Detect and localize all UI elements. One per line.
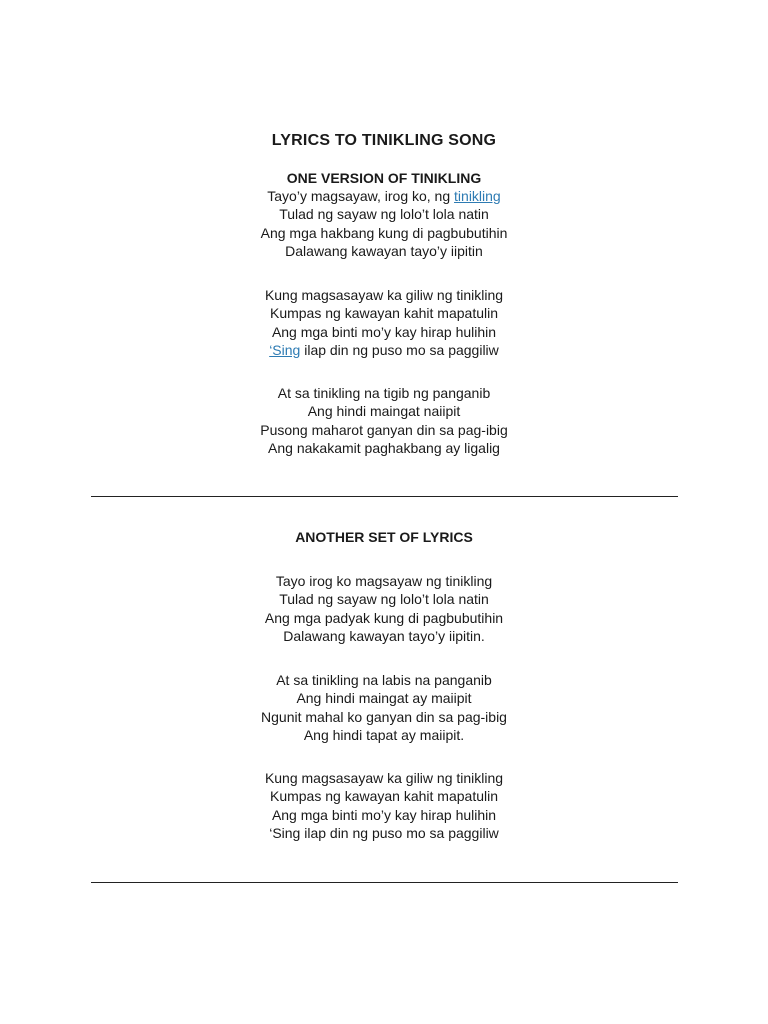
lyric-line: Ang nakakamit paghakbang ay ligalig [268, 439, 500, 456]
lyric-line: Ang hindi maingat ay maiipit [296, 690, 472, 707]
lyric-line: Ang mga binti mo’y kay hirap hulihin [271, 323, 497, 340]
lyric-line: Pusong maharot ganyan din sa pag-ibig [260, 421, 508, 438]
lyric-line: Tayo irog ko magsayaw ng tinikling [275, 573, 493, 589]
lyric-line: Tulad ng sayaw ng lolo’t lola natin [279, 206, 489, 223]
section-heading-another-set: ANOTHER SET OF LYRICS [295, 529, 473, 545]
lyric-line: ‘Sing ilap din ng puso mo sa paggiliw [269, 824, 499, 841]
lyric-line: Kung magsasayaw ka giliw ng tinikling [264, 770, 504, 786]
lyric-line: Kumpas ng kawayan kahit mapatulin [269, 788, 499, 805]
lyric-line: Tulad ng sayaw ng lolo’t lola natin [279, 591, 489, 608]
section-divider [91, 882, 678, 883]
lyric-line [0, 187, 768, 205]
tinikling-link[interactable]: tinikling [454, 188, 501, 204]
stanza-2-1 [0, 572, 768, 645]
stanza-2-2 [0, 671, 768, 744]
lyric-text: Tayo’y magsayaw, irog ko, ng [267, 188, 455, 204]
lyric-line: At sa tinikling na tigib ng panganib [277, 385, 491, 401]
section-divider [91, 496, 678, 497]
sing-link[interactable]: ‘Sing [269, 341, 301, 358]
lyric-line: Ang mga hakbang kung di pagbubutihin [260, 224, 508, 241]
lyric-line: Dalawang kawayan tayo’y iipitin. [283, 627, 485, 644]
stanza-1-1 [0, 187, 768, 260]
lyric-line: At sa tinikling na labis na panganib [276, 672, 492, 688]
section-heading-one-version: ONE VERSION OF TINIKLING [286, 170, 482, 186]
lyric-line: Dalawang kawayan tayo’y iipitin [285, 242, 483, 259]
lyric-line: Kumpas ng kawayan kahit mapatulin [269, 305, 499, 322]
lyric-line: Ang hindi maingat naiipit [307, 403, 461, 420]
lyric-line: Ang hindi tapat ay maiipit. [303, 726, 465, 743]
lyric-text: ilap din ng puso mo sa paggiliw [300, 341, 499, 358]
lyric-line: Ngunit mahal ko ganyan din sa pag-ibig [261, 708, 507, 725]
stanza-2-3 [0, 769, 768, 842]
stanza-1-3 [0, 384, 768, 457]
lyric-line: Ang mga binti mo’y kay hirap hulihin [271, 806, 497, 823]
lyric-line [0, 341, 768, 359]
page-title: LYRICS TO TINIKLING SONG [271, 132, 497, 149]
lyric-line: Kung magsasayaw ka giliw ng tinikling [264, 287, 504, 303]
stanza-1-2 [0, 286, 768, 359]
lyric-line: Ang mga padyak kung di pagbubutihin [264, 609, 504, 626]
